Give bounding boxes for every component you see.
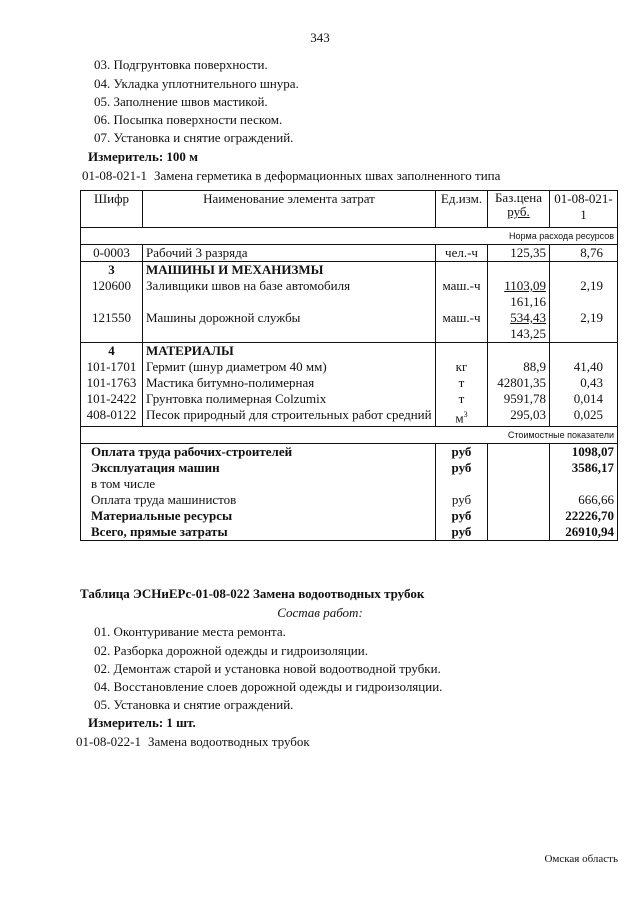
table-row	[81, 278, 618, 310]
norm-caption: Норма расхода ресурсов	[81, 228, 618, 245]
row-price: 9591,78	[488, 391, 550, 407]
section-number: 3	[81, 262, 143, 279]
operation-item: 01. Оконтуривание места ремонта.	[94, 624, 286, 639]
header-price-line2: руб.	[507, 204, 530, 219]
row-name: Песок природный для строительных работ средний	[143, 407, 436, 427]
item-name: Замена водоотводных трубок	[148, 734, 310, 749]
operation-item: 02. Разборка дорожной одежды и гидроизоляции.	[94, 643, 368, 658]
summary-row	[81, 524, 618, 541]
summary-value: 26910,94	[550, 524, 618, 541]
row-unit-base: м	[455, 410, 464, 426]
header-price-line1: Баз.цена	[494, 190, 543, 205]
table-header-row	[81, 191, 618, 228]
item-title	[76, 734, 310, 750]
row-unit: т	[436, 391, 488, 407]
norm-caption-row	[81, 228, 618, 245]
operation-item: 04. Укладка уплотнительного шнура.	[94, 76, 299, 91]
item-title	[82, 168, 500, 184]
summary-unit: руб	[436, 460, 488, 476]
summary-label: Оплата труда рабочих-строителей	[81, 444, 436, 461]
summary-label: Всего, прямые затраты	[81, 524, 436, 541]
row-unit: чел.-ч	[436, 245, 488, 262]
row-name: Мастика битумно-полимерная	[143, 375, 436, 391]
summary-value: 3586,17	[550, 460, 618, 476]
work-composition-heading: Состав работ:	[277, 605, 363, 620]
operation-item: 06. Посыпка поверхности песком.	[94, 112, 283, 127]
operation-item: 02. Демонтаж старой и установка новой водоотводной трубки.	[94, 661, 441, 676]
item-name: Замена герметика в деформационных швах заполненного типа	[154, 168, 501, 183]
row-name: Рабочий 3 разряда	[143, 245, 436, 262]
summary-value: 22226,70	[550, 508, 618, 524]
row-price-main: 1103,09	[504, 278, 546, 293]
operation-item: 05. Установка и снятие ограждений.	[94, 697, 294, 712]
row-unit: т	[436, 375, 488, 391]
cost-caption-row	[81, 427, 618, 444]
row-norm: 2,19	[550, 278, 618, 310]
row-unit: маш.-ч	[436, 310, 488, 343]
table-row	[81, 391, 618, 407]
summary-value: 666,66	[550, 492, 618, 508]
row-norm: 8,76	[550, 245, 618, 262]
operation-item: 07. Установка и снятие ограждений.	[94, 130, 294, 145]
table2-title: Таблица ЭСНиЕРс-01-08-022 Замена водоотводных трубок	[80, 586, 425, 601]
row-code: 121550	[81, 310, 143, 343]
summary-unit: руб	[436, 524, 488, 541]
row-name: Гермит (шнур диаметром 40 мм)	[143, 359, 436, 375]
table-row	[81, 359, 618, 375]
row-price: 88,9	[488, 359, 550, 375]
row-price-secondary: 143,25	[510, 326, 546, 341]
row-code: 0-0003	[81, 245, 143, 262]
row-norm: 0,025	[550, 407, 618, 427]
row-price: 42801,35	[488, 375, 550, 391]
row-code: 120600	[81, 278, 143, 310]
summary-label: в том числе	[81, 476, 436, 492]
summary-unit: руб	[436, 444, 488, 461]
summary-unit: руб	[436, 508, 488, 524]
summary-row	[81, 476, 618, 492]
footer-region: Омская область	[544, 853, 618, 865]
operation-item: 03. Подгрунтовка поверхности.	[94, 57, 268, 72]
measure-label: Измеритель: 1 шт.	[88, 715, 196, 730]
row-name: Заливщики швов на базе автомобиля	[143, 278, 436, 310]
summary-label: Материальные ресурсы	[81, 508, 436, 524]
section-number: 4	[81, 343, 143, 360]
row-unit: маш.-ч	[436, 278, 488, 310]
row-norm: 41,40	[550, 359, 618, 375]
summary-label: Оплата труда машинистов	[81, 492, 436, 508]
summary-value: 1098,07	[550, 444, 618, 461]
row-norm: 0,014	[550, 391, 618, 407]
operation-item: 05. Заполнение швов мастикой.	[94, 94, 268, 109]
section-row	[81, 262, 618, 279]
row-unit: кг	[436, 359, 488, 375]
item-code: 01-08-022-1	[76, 734, 141, 749]
header-code: Шифр	[81, 191, 143, 228]
section-row	[81, 343, 618, 360]
row-code: 101-1701	[81, 359, 143, 375]
section-title: МАШИНЫ И МЕХАНИЗМЫ	[143, 262, 436, 279]
row-code: 408-0122	[81, 407, 143, 427]
row-unit-sup: 3	[463, 410, 468, 419]
row-price-main: 534,43	[510, 310, 546, 325]
row-norm: 0,43	[550, 375, 618, 391]
table-row	[81, 310, 618, 343]
summary-row	[81, 492, 618, 508]
section-title: МАТЕРИАЛЫ	[143, 343, 436, 360]
header-price	[488, 191, 550, 228]
row-price	[488, 278, 550, 310]
item-code: 01-08-021-1	[82, 168, 147, 183]
table-row	[81, 407, 618, 427]
row-unit	[436, 407, 488, 427]
row-name: Машины дорожной службы	[143, 310, 436, 343]
row-price	[488, 310, 550, 343]
row-price-secondary: 161,16	[510, 294, 546, 309]
row-price: 295,03	[488, 407, 550, 427]
row-code: 101-1763	[81, 375, 143, 391]
page-number: 343	[310, 30, 330, 45]
table-row	[81, 375, 618, 391]
resource-table	[80, 190, 618, 541]
summary-unit: руб	[436, 492, 488, 508]
cost-caption: Стоимостные показатели	[81, 427, 618, 444]
operation-item: 04. Восстановление слоев дорожной одежды и гидроизоляции.	[94, 679, 443, 694]
measure-label: Измеритель: 100 м	[88, 149, 199, 164]
summary-row	[81, 460, 618, 476]
header-norm: 01-08-021-1	[550, 191, 618, 228]
header-unit: Ед.изм.	[436, 191, 488, 228]
header-name: Наименование элемента затрат	[143, 191, 436, 228]
row-price: 125,35	[488, 245, 550, 262]
row-norm: 2,19	[550, 310, 618, 343]
table-row	[81, 245, 618, 262]
summary-label: Эксплуатация машин	[81, 460, 436, 476]
summary-row	[81, 444, 618, 461]
row-name: Грунтовка полимерная Colzumix	[143, 391, 436, 407]
summary-row	[81, 508, 618, 524]
row-code: 101-2422	[81, 391, 143, 407]
